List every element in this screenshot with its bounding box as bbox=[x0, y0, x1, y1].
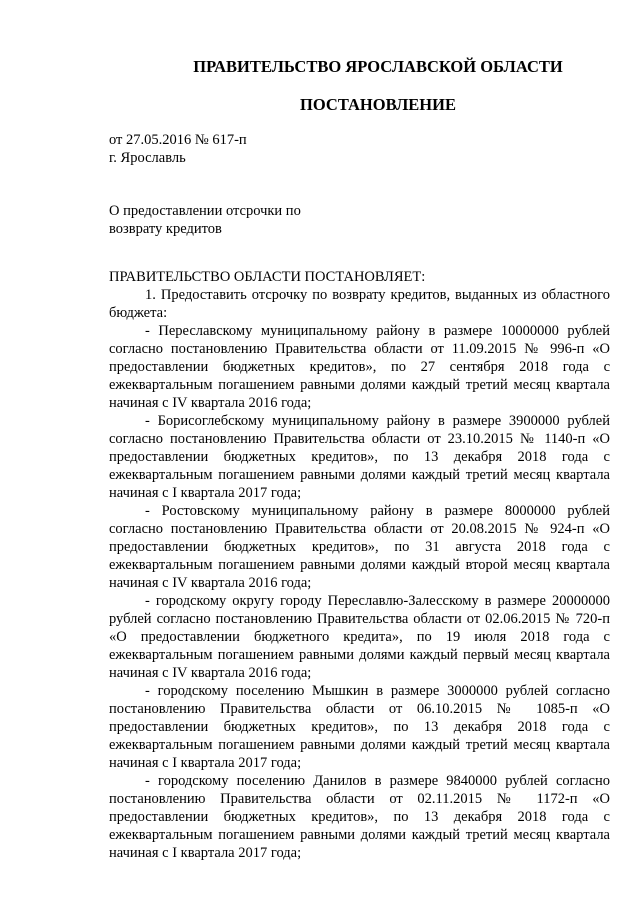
subject-line: О предоставлении отсрочки по bbox=[109, 203, 301, 219]
paragraph-borisoglebsky-district: - Борисоглебскому муниципальному району в размере 3900000 рублей согласно постановлению Правительства области от 23.10.2015 № 1140-п «О предоставлении бюджетных кредитов», по 13 декабря 2018 года с ежеквартальным погашением равными долями каждый третий месяц квартала начиная с I квартала 2017 года; bbox=[109, 413, 610, 501]
document-type-title: ПОСТАНОВЛЕНИЕ bbox=[300, 95, 456, 114]
resolution-intro: ПРАВИТЕЛЬСТВО ОБЛАСТИ ПОСТАНОВЛЯЕТ: bbox=[109, 269, 426, 285]
document-subject bbox=[109, 202, 409, 238]
paragraph-danilov: - городскому поселению Данилов в размере 9840000 рублей согласно постановлению Правительства области от 02.11.2015 № 1172-п «О предоставлении бюджетных кредитов», по 13 декабря 2018 года с ежеквартальным погашением равными долями каждый третий месяц квартала начиная с I квартала 2017 года; bbox=[109, 773, 610, 861]
paragraph-myshkin: - городскому поселению Мышкин в размере 3000000 рублей согласно постановлению Правительства области от 06.10.2015 № 1085-п «О предоставлении бюджетных кредитов», по 13 декабря 2018 года с ежеквартальным погашением равными долями каждый третий месяц квартала начиная с I квартала 2017 года; bbox=[109, 683, 610, 771]
document-city: г. Ярославль bbox=[109, 150, 186, 166]
paragraph-pereslavl-zalessky: - городскому округу городу Переславлю-Залесскому в размере 20000000 рублей согласно постановлению Правительства области от 02.06.2015 № 720-п «О предоставлении бюджетного кредита», по 19 июля 2018 года с ежеквартальным погашением равными долями каждый первый месяц квартала начиная с IV квартала 2016 года; bbox=[109, 593, 610, 681]
government-title: ПРАВИТЕЛЬСТВО ЯРОСЛАВСКОЙ ОБЛАСТИ bbox=[193, 57, 563, 76]
document-body bbox=[109, 268, 610, 862]
document-date-number: от 27.05.2016 № 617-п bbox=[109, 132, 247, 148]
subject-line: возврату кредитов bbox=[109, 221, 222, 237]
paragraph-rostovsky-district: - Ростовскому муниципальному району в размере 8000000 рублей согласно постановлению Правительства области от 20.08.2015 № 924-п «О предоставлении бюджетных кредитов», по 31 августа 2018 года с ежеквартальным погашением равными долями каждый второй месяц квартала начиная с IV квартала 2016 года; bbox=[109, 503, 610, 591]
paragraph-pereslavsky-district: - Переславскому муниципальному району в размере 10000000 рублей согласно постановлению Правительства области от 11.09.2015 № 996-п «О предоставлении бюджетных кредитов», по 27 сентября 2018 года с ежеквартальным погашением равными долями каждый третий месяц квартала начиная с IV квартала 2016 года; bbox=[109, 323, 610, 411]
paragraph-item-1: 1. Предоставить отсрочку по возврату кредитов, выданных из областного бюджета: bbox=[109, 287, 610, 321]
